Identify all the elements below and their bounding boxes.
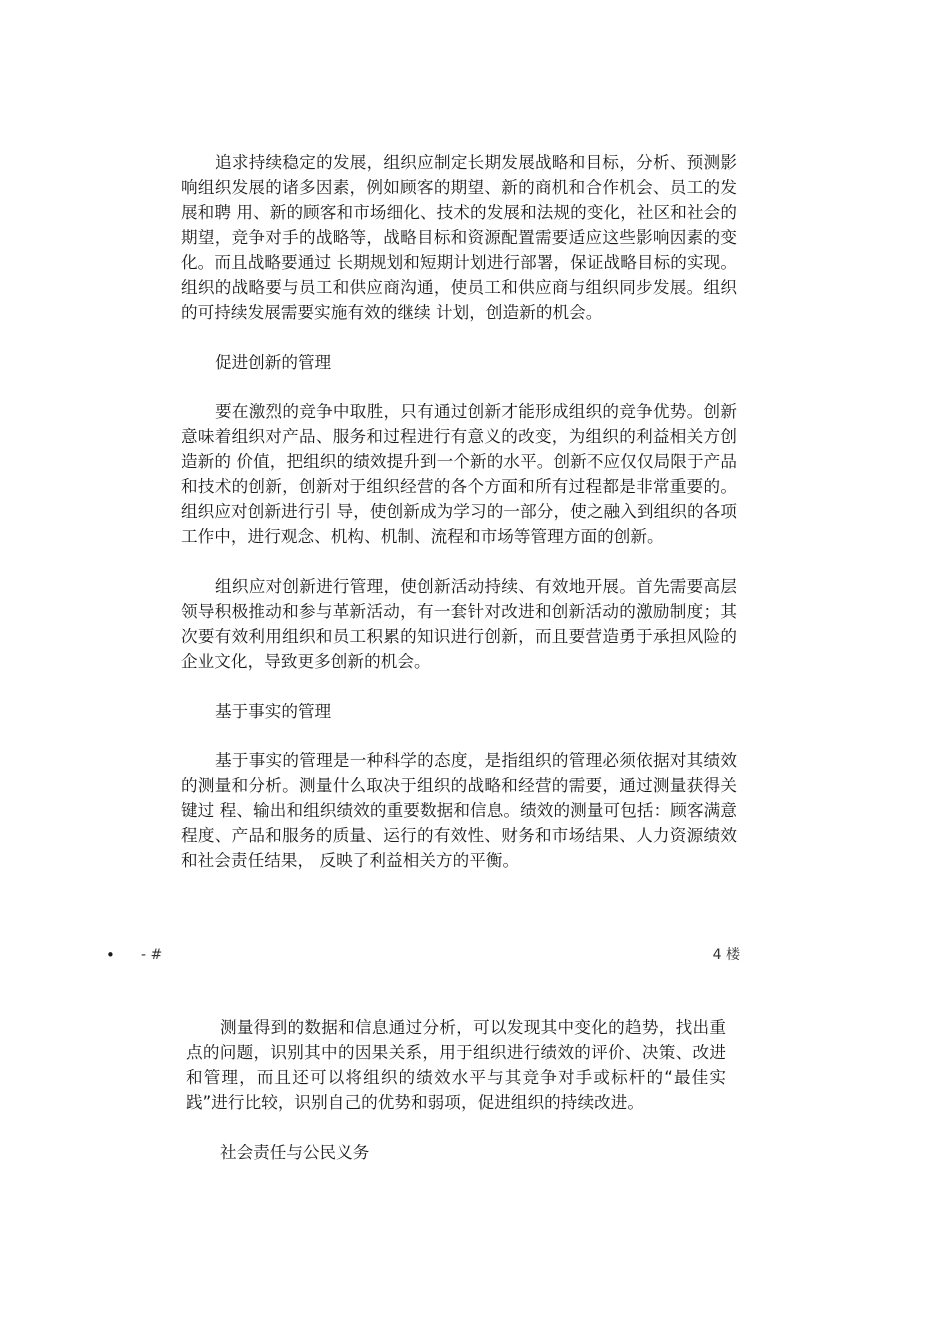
paragraph-innovation: 要在激烈的竞争中取胜，只有通过创新才能形成组织的竞争优势。创新意味着组织对产品、服务和过程进行有意义的改变，为组织的利益相关方创造新的 价值，把组织的绩效提升到一个新的水平。创新不应仅仅局限于产品和技术的创新，创新对于组织经营的各个方面和所有过程都是非常重要的。组织应对创新进行引 导，使创新成为学习的一部分，使之融入到组织的各项工作中，进行观念、机构、机制、流程和市场等管理方面的创新。 (181, 402, 737, 546)
footer-bullet: • (106, 946, 115, 964)
heading-fact-based-management: 基于事实的管理 (215, 702, 332, 721)
paragraph-fact-based-management: 基于事实的管理是一种科学的态度，是指组织的管理必须依据对其绩效的测量和分析。测量什么取决于组织的战略和经营的需要，通过测量获得关键过 程、输出和组织绩效的重要数据和信息。绩效的测量可包括：顾客满意程度、产品和服务的质量、运行的有效性、财务和市场结果、人力资源绩效和社会责任结果， 反映了利益相关方的平衡。 (181, 751, 737, 870)
paragraph-strategy: 追求持续稳定的发展，组织应制定长期发展战略和目标，分析、预测影响组织发展的诸多因素，例如顾客的期望、新的商机和合作机会、员工的发展和聘 用、新的顾客和市场细化、技术的发展和法规的变化，社区和社会的期望，竞争对手的战略等，战略目标和资源配置需要适应这些影响因素的变化。而且战略要通过 长期规划和短期计划进行部署，保证战略目标的实现。组织的战略要与员工和供应商沟通，使员工和供应商与组织同步发展。组织的可持续发展需要实施有效的继续 计划，创造新的机会。 (181, 153, 737, 322)
floor-number-label: 4 楼 (712, 947, 740, 963)
heading-innovation-management: 促进创新的管理 (215, 353, 332, 372)
paragraph-measurement-analysis: 测量得到的数据和信息通过分析，可以发现其中变化的趋势，找出重点的问题，识别其中的因果关系，用于组织进行绩效的评价、决策、改进和管理，而且还可以将组织的绩效水平与其竞争对手或标杆的“最佳实践”进行比较，识别自己的优势和弱项，促进组织的持续改进。 (186, 1018, 726, 1112)
heading-social-responsibility: 社会责任与公民义务 (220, 1143, 370, 1162)
footer-left-marker: - # (141, 947, 163, 963)
paragraph-innovation-management: 组织应对创新进行管理，使创新活动持续、有效地开展。首先需要高层领导积极推动和参与革新活动，有一套针对改进和创新活动的激励制度；其次要有效利用组织和员工积累的知识进行创新，而且要营造勇于承担风险的企业文化，导致更多创新的机会。 (181, 577, 737, 671)
